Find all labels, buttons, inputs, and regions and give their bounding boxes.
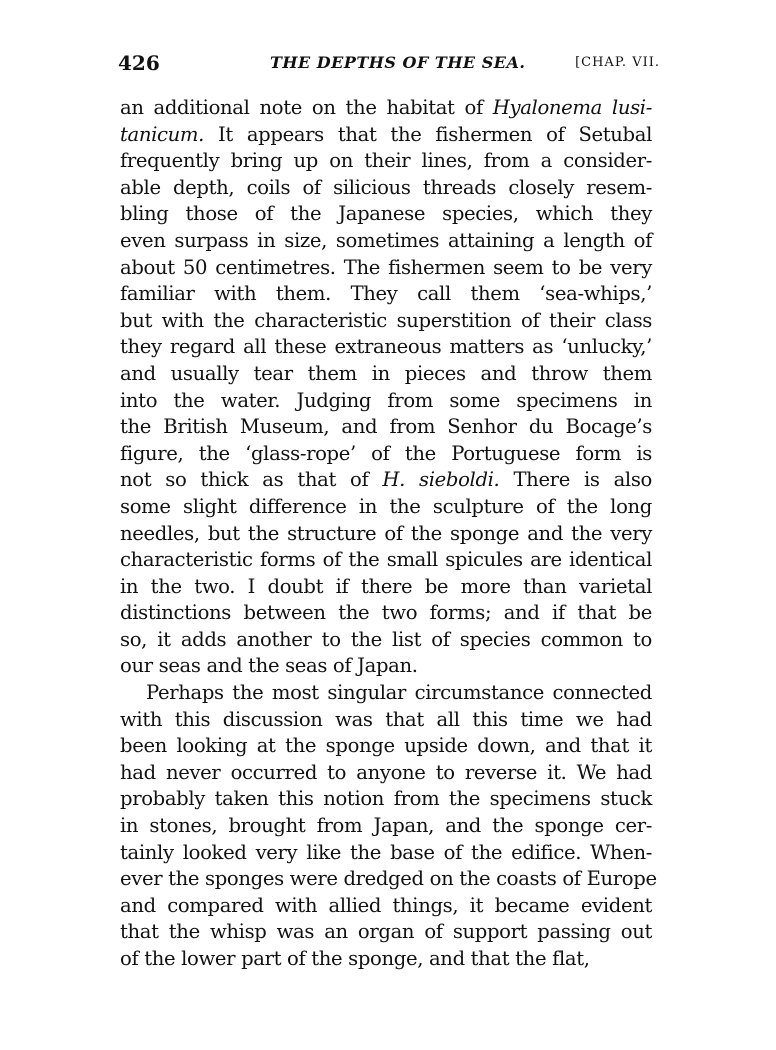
text-line (120, 122, 652, 149)
text-line (120, 680, 652, 707)
text-segment: There is also (499, 468, 653, 492)
text-segment: able depth, coils of silicious threads closely resem- (120, 175, 652, 199)
text-line (120, 521, 652, 548)
text-segment: with this discussion was that all this time we had (120, 707, 652, 731)
text-segment: tainly looked very like the base of the edifice. When- (120, 840, 652, 864)
text-line (120, 388, 652, 415)
text-segment: an additional note on the habitat of (120, 96, 493, 119)
text-segment: Perhaps the most singular circumstance connected (146, 681, 652, 705)
text-line (120, 574, 652, 601)
text-segment: distinctions between the two forms; and if that be (120, 601, 652, 625)
text-segment: frequently bring up on their lines, from a consider- (120, 149, 652, 173)
text-segment: had never occurred to anyone to reverse it. We had (120, 760, 652, 784)
text-line (120, 946, 652, 973)
text-line (120, 255, 652, 282)
text-line (120, 813, 652, 840)
text-segment: of the lower part of the sponge, and that the flat, (120, 947, 590, 970)
page-number: 426 (118, 51, 160, 75)
text-segment: into the water. Judging from some specimens in (120, 388, 652, 412)
text-line (120, 760, 652, 787)
text-line (120, 361, 652, 388)
text-segment: and usually tear them in pieces and throw them (120, 361, 652, 385)
text-line (120, 281, 652, 308)
chapter-label: [CHAP. VII. (575, 55, 660, 70)
text-segment: figure, the ‘glass-rope’ of the Portuguese form is (120, 441, 652, 465)
text-line (120, 414, 652, 441)
text-line (120, 175, 652, 202)
text-line (120, 467, 652, 494)
text-line (120, 547, 652, 574)
text-line (120, 441, 652, 468)
text-segment: even surpass in size, sometimes attaining a length of (120, 228, 652, 252)
text-segment: It appears that the fishermen of Setubal (204, 122, 652, 146)
text-segment: and compared with allied things, it became evident (120, 893, 652, 917)
text-line (120, 893, 652, 920)
text-segment: they regard all these extraneous matters as ‘unlucky,’ (120, 335, 652, 359)
page-header (118, 49, 660, 77)
text-segment: in the two. I doubt if there be more than varietal (120, 574, 652, 598)
text-segment: in stones, brought from Japan, and the sponge cer- (120, 814, 652, 838)
text-segment: our seas and the seas of Japan. (120, 654, 418, 678)
text-line (120, 627, 652, 654)
text-segment: not so thick as that of (120, 468, 383, 492)
text-line (120, 707, 652, 734)
text-segment: ever the sponges were dredged on the coasts of Europe (120, 867, 657, 891)
text-segment: tanicum. (120, 122, 205, 146)
text-line (120, 733, 652, 760)
text-segment: that the whisp was an organ of support passing out (120, 920, 652, 944)
text-segment: about 50 centimetres. The fishermen seem to be very (120, 255, 652, 279)
text-segment: but with the characteristic superstition of their class (120, 308, 652, 332)
text-segment: H. sieboldi. (382, 468, 500, 492)
text-line (120, 600, 652, 627)
paragraph-1 (120, 95, 652, 680)
text-line (120, 334, 652, 361)
text-line (120, 228, 652, 255)
text-line (120, 148, 652, 175)
text-segment: so, it adds another to the list of species common to (120, 627, 652, 651)
paragraph-2 (120, 680, 657, 973)
text-segment: the British Museum, and from Senhor du Bocage’s (120, 415, 652, 439)
text-line (120, 494, 652, 521)
text-line (120, 201, 652, 228)
text-segment: bling those of the Japanese species, which they (120, 202, 652, 226)
text-line (120, 308, 652, 335)
running-title: THE DEPTHS OF THE SEA. (270, 53, 526, 72)
text-segment: characteristic forms of the small spicules are identical (120, 548, 652, 572)
text-line (120, 653, 652, 680)
text-line (120, 919, 652, 946)
text-segment: needles, but the structure of the sponge and the very (120, 521, 652, 545)
text-line (120, 866, 657, 893)
text-segment: probably taken this notion from the specimens stuck (120, 787, 652, 811)
text-line (120, 95, 652, 122)
text-line (120, 840, 652, 867)
body-text (120, 95, 657, 973)
text-segment: some slight difference in the sculpture of the long (120, 494, 652, 518)
text-segment: familiar with them. They call them ‘sea-whips,’ (120, 282, 652, 306)
text-line (120, 786, 652, 813)
text-segment: been looking at the sponge upside down, and that it (120, 734, 652, 758)
text-segment: Hyalonema lusi- (492, 96, 652, 119)
